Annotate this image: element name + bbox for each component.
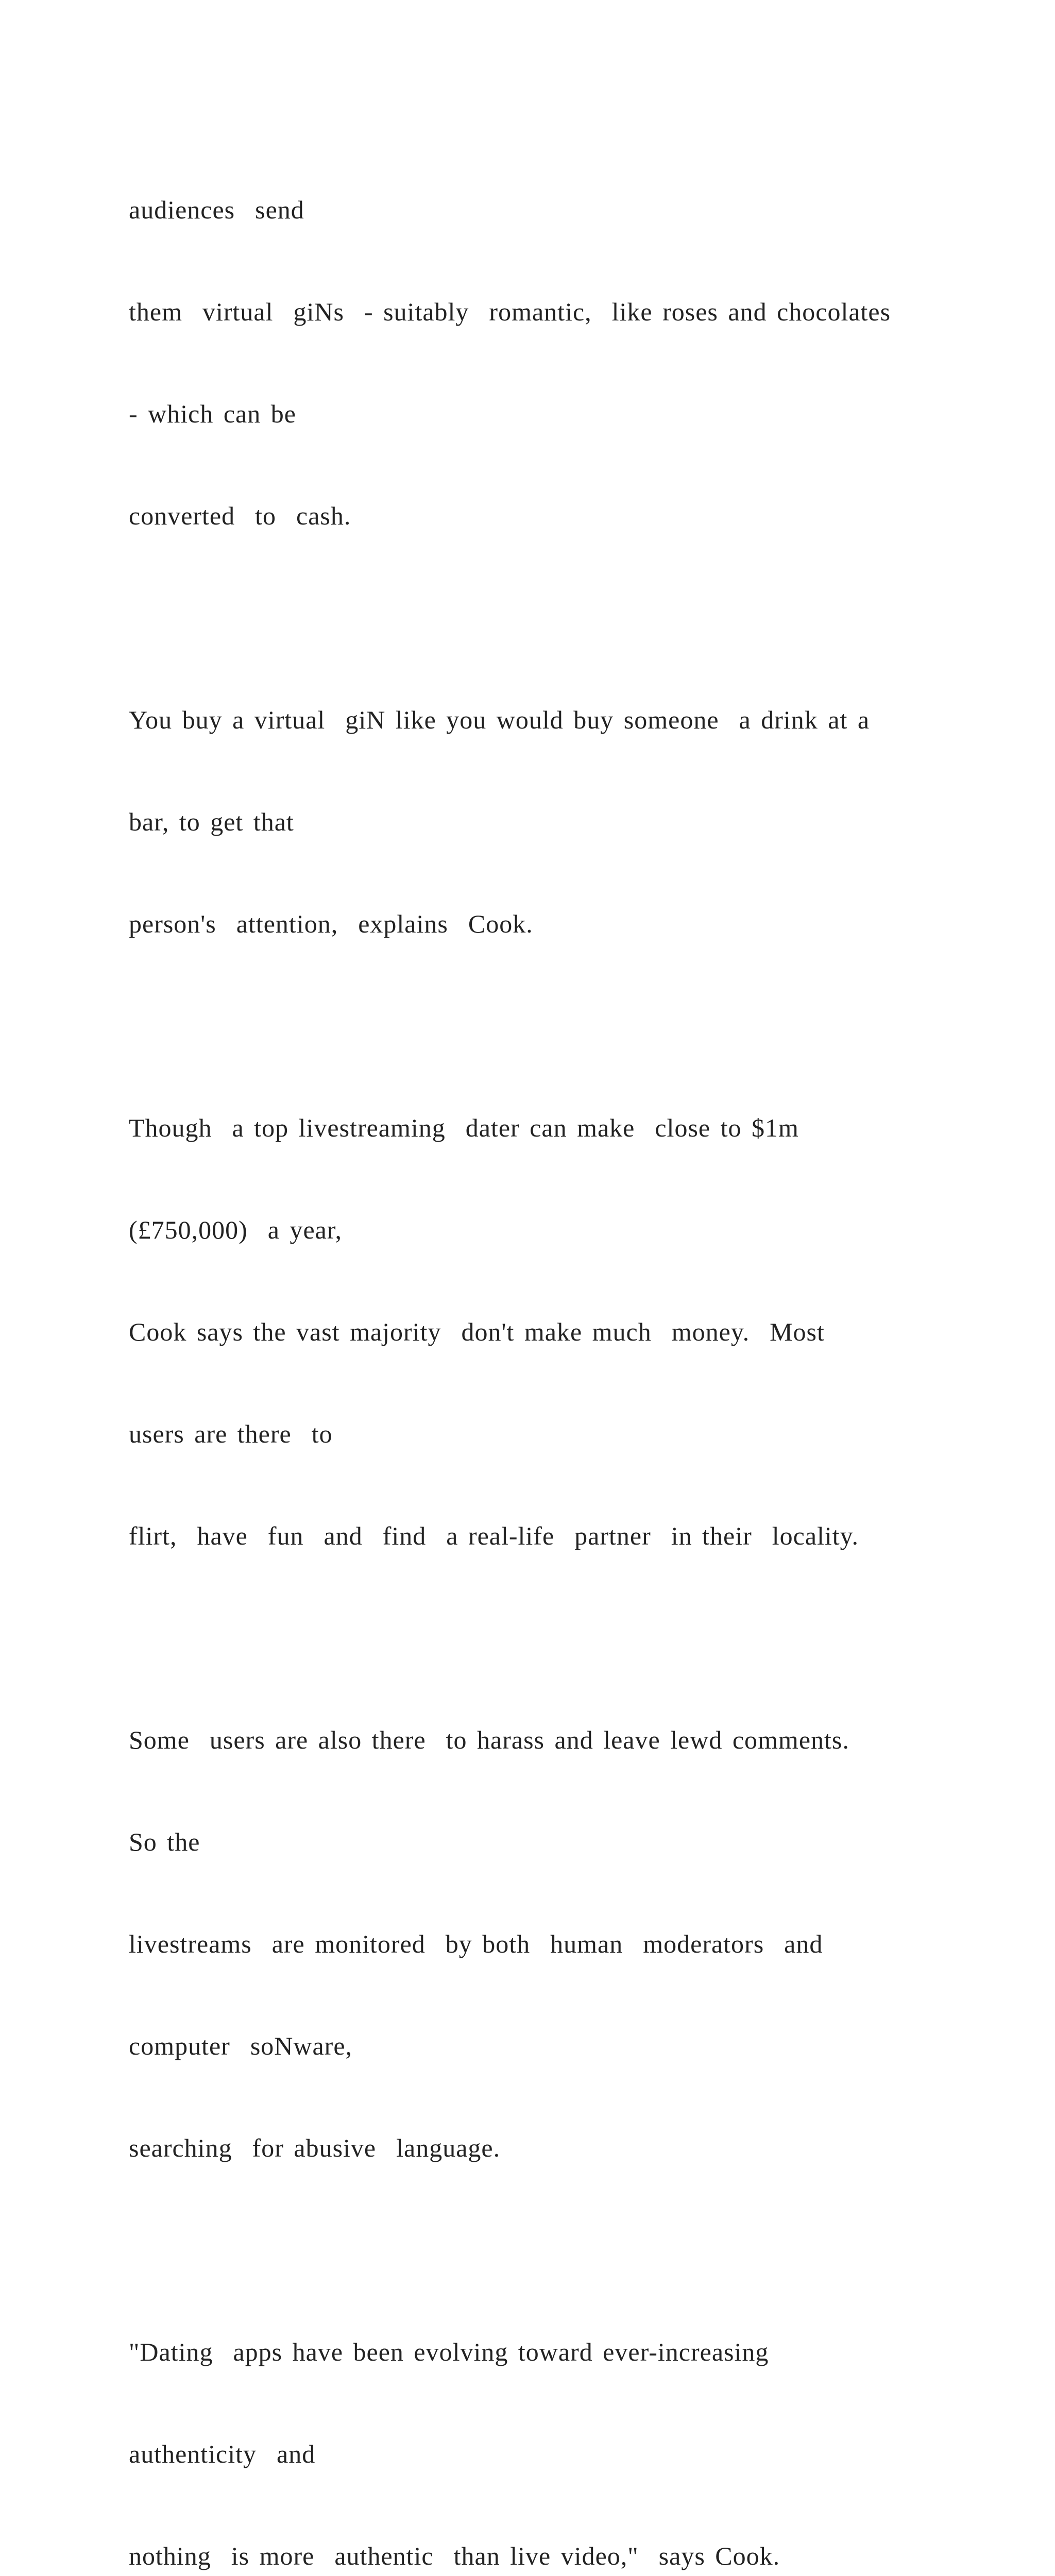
text-line: authenticity and [129,2439,316,2468]
text-line: computer soNware, [129,2031,353,2060]
blank-line [129,601,979,635]
text-line: - which can be [129,399,296,428]
text-line: You buy a virtual giN like you would buy someone a drink at a [129,705,870,734]
text-line: nothing is more authentic than live video," says Cook. [129,2541,780,2570]
blank-line [129,1009,979,1043]
text-line: So the [129,1827,200,1856]
text-line: flirt, have fun and find a real-life partner in their locality. [129,1521,859,1550]
text-line: Though a top livestreaming dater can make close to $1m [129,1113,799,1142]
text-line: audiences send [129,195,304,224]
text-line: person's attention, explains Cook. [129,909,533,938]
text-line: Cook says the vast majority don't make much money. Most [129,1317,825,1346]
blank-line [129,2233,979,2267]
text-line: converted to cash. [129,501,351,530]
text-line: "Dating apps have been evolving toward ever-increasing [129,2337,769,2366]
text-line: livestreams are monitored by both human moderators and [129,1929,823,1958]
text-line: (£750,000) a year, [129,1215,343,1244]
text-line: bar, to get that [129,807,294,836]
blank-line [129,1621,979,1655]
article-text [129,125,979,2576]
text-line: Some users are also there to harass and leave lewd comments. [129,1725,849,1754]
text-line: users are there to [129,1419,333,1448]
text-line: them virtual giNs - suitably romantic, like roses and chocolates [129,297,891,326]
text-line: searching for abusive language. [129,2133,501,2162]
